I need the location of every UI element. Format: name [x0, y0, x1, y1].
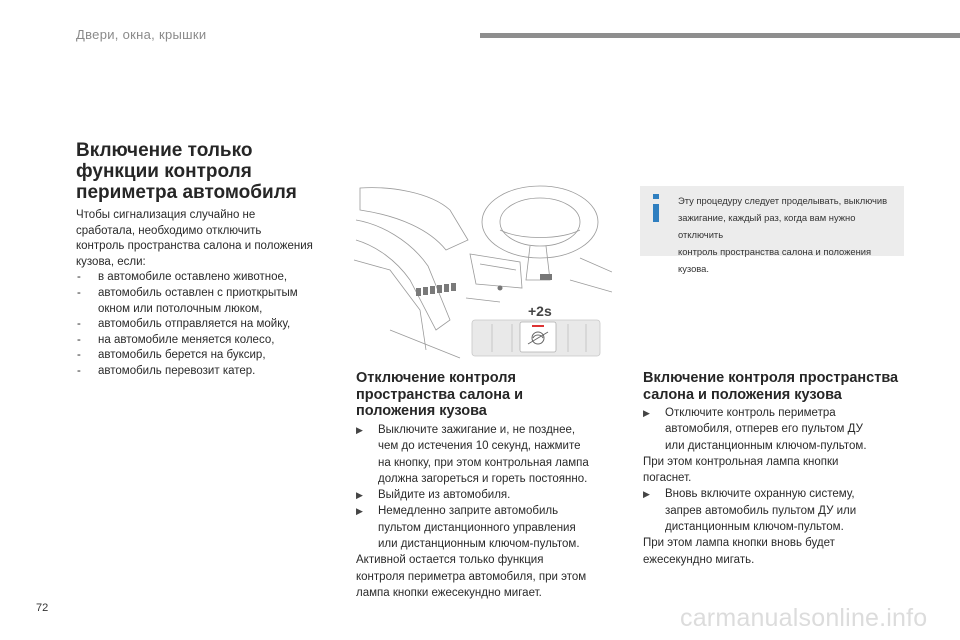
timer-label: +2s	[528, 303, 552, 319]
chapter-title: Двери, окна, крышки	[76, 27, 207, 42]
section3-body	[643, 405, 908, 568]
steps-list	[643, 486, 908, 535]
footer-line: Активной остается только функция	[356, 554, 544, 567]
note-line: При этом контрольная лампа кнопки	[643, 455, 839, 468]
note-line: погаснет.	[643, 472, 692, 485]
info-note	[640, 186, 904, 274]
watermark: carmanualsonline.info	[680, 604, 928, 632]
footer-line: контроля периметра автомобиля, при этом	[356, 570, 587, 583]
page-number: 72	[36, 602, 49, 614]
list-item: - автомобиль берется на буксир,	[76, 348, 351, 364]
title-line: функции контроля	[76, 161, 252, 182]
section-title-perimeter-only	[76, 140, 346, 203]
arrow-icon: ▶	[356, 490, 363, 501]
intro-line: кузова, если:	[76, 255, 146, 268]
intro-line: Чтобы сигнализация случайно не	[76, 209, 256, 221]
info-icon	[650, 194, 662, 234]
list-item: ▶ Выключите зажигание и, не позднее, чем до истечения 10 секунд, нажмите на кнопку, при этом контрольная лампа должна загореться и гореть постоянно.	[356, 424, 589, 485]
note-line: При этом лампа кнопки вновь будет	[643, 537, 835, 550]
arrow-icon: ▶	[356, 425, 363, 435]
list-item: - автомобиль перевозит катер.	[76, 364, 351, 380]
list-item: ▶ Немедленно заприте автомобиль пультом дистанционного управления или дистанционным ключом-пультом.	[356, 505, 580, 551]
note-line: ежесекундно мигать.	[643, 553, 755, 566]
note-text: Эту процедуру следует проделывать, выключив зажигание, каждый раз, когда вам нужно отключить контроль пространства салона и положения кузова.	[678, 195, 888, 274]
section2-body	[356, 422, 618, 601]
arrow-icon: ▶	[356, 506, 363, 517]
section-title-enable: Включение контроля пространства салона и положения кузова	[643, 370, 899, 403]
section-title-disable: Отключение контроля пространства салона и положения кузова	[356, 370, 524, 419]
list-item: ▶ Выйдите из автомобиля.	[356, 487, 618, 503]
intro-line: сработала, необходимо отключить	[76, 224, 262, 237]
header-bar	[480, 33, 960, 38]
arrow-icon: ▶	[643, 408, 650, 418]
title-line: Включение только	[76, 140, 253, 161]
section1-body	[76, 208, 351, 380]
conditions-list	[76, 270, 351, 379]
list-item: - автомобиль отправляется на мойку,	[76, 317, 351, 333]
footer-line: лампа кнопки ежесекундно мигает.	[356, 586, 542, 599]
title-line: периметра автомобиля	[76, 182, 297, 203]
arrow-icon: ▶	[643, 489, 650, 500]
steps-list	[356, 422, 618, 552]
list-item: ▶ Вновь включите охранную систему, запрев автомобиль пультом ДУ или дистанционным ключом-пультом.	[643, 488, 857, 534]
list-item: - автомобиль оставлен с приоткрытым окном или потолочным люком,	[76, 286, 351, 317]
list-item: - на автомобиле меняется колесо,	[76, 333, 351, 349]
list-item: ▶ Отключите контроль периметра автомобиля, отперев его пультом ДУ или дистанционным ключом-пультом.	[643, 407, 867, 452]
dashboard-illustration	[350, 180, 612, 360]
list-item: - в автомобиле оставлено животное,	[76, 270, 351, 286]
steps-list	[643, 405, 908, 454]
intro-line: контроль пространства салона и положения	[76, 240, 313, 253]
